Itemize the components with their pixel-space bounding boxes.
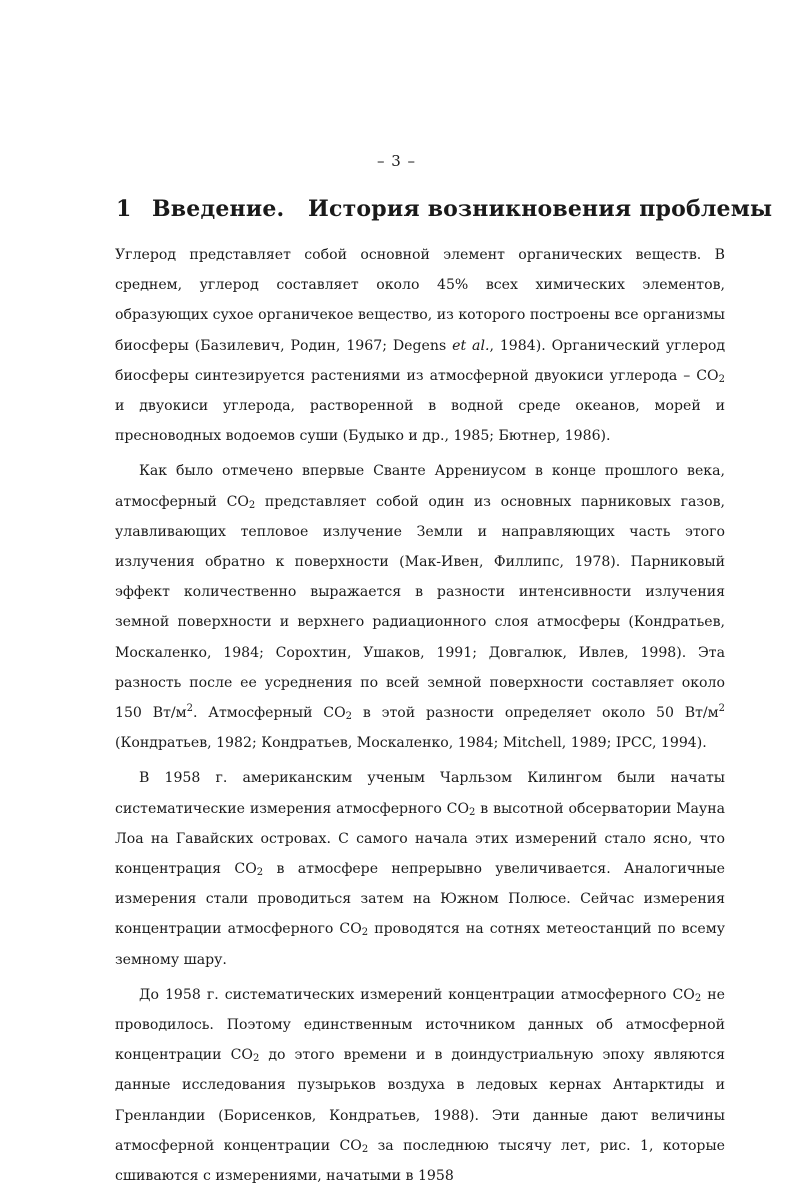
subscript: 2 bbox=[694, 992, 702, 1004]
paragraph-4 bbox=[115, 980, 725, 1191]
text-run: не проводилось. Поэтому единственным источником данных об атмосферной концентрации CO bbox=[115, 986, 725, 1064]
subscript: 2 bbox=[248, 499, 256, 511]
text-run: в этой разности определяет около 50 Вт/м bbox=[352, 705, 719, 722]
text-run: (Кондратьев, 1982; Кондратьев, Москаленко, 1984; Mitchell, 1989; IPCC, 1994). bbox=[115, 735, 707, 752]
text-run: Углерод представляет собой основной элемент органических веществ. В среднем, углерод составляет около 45% всех химических элементов, образующих сухое органичекое вещество, из которого построены все организмы биосферы (Базилевич, Родин, 1967; Degens bbox=[115, 247, 725, 354]
text-run: проводятся на сотнях метеостанций по всему земному шару. bbox=[115, 921, 725, 968]
text-run: . Атмосферный CO bbox=[192, 705, 346, 722]
paragraph-2 bbox=[115, 456, 725, 758]
subscript: 2 bbox=[361, 1143, 369, 1155]
text-run: в высотной обсерватории Мауна Лоа на Гавайских островах. С самого начала этих измерений стало ясно, что концентрация CO bbox=[115, 800, 725, 878]
text-run: До 1958 г. систематических измерений концентрации атмосферного CO bbox=[139, 986, 695, 1003]
paragraph-3 bbox=[115, 763, 725, 974]
subscript: 2 bbox=[252, 1053, 260, 1065]
section-title: Введение. История возникновения проблемы bbox=[152, 196, 773, 222]
text-run-italic: et al. bbox=[452, 337, 490, 354]
body-text bbox=[115, 240, 725, 1191]
section-heading bbox=[116, 196, 773, 222]
text-run: Как было отмечено впервые Сванте Аррениусом в конце прошлого века, атмосферный CO bbox=[115, 463, 725, 510]
subscript: 2 bbox=[256, 867, 264, 879]
subscript: 2 bbox=[718, 373, 725, 385]
subscript: 2 bbox=[345, 711, 353, 723]
text-run: представляет собой один из основных парниковых газов, улавливающих тепловое излучение Земли и направляющих часть этого излучения обратно к поверхности (Мак-Ивен, Филлипс, 1978). Парниковый эффект количественно выражается в разности интенсивности излучения земной поверхности и верхнего радиационного слоя атмосферы (Кондратьев, Москаленко, 1984; Сорохтин, Ушаков, 1991; Довгалюк, Ивлев, 1998). Эта разность после ее усреднения по всей земной поверхности составляет около 150 Вт/м bbox=[115, 493, 725, 722]
text-run: и двуокиси углерода, растворенной в водной среде океанов, морей и пресноводных водоемов суши (Будыко и др., 1985; Бютнер, 1986). bbox=[115, 398, 725, 445]
text-run: до этого времени и в доиндустриальную эпоху являются данные исследования пузырьков воздуха в ледовых кернах Антарктиды и Гренландии (Борисенков, Кондратьев, 1988). Эти данные дают величины атмосферной концентрации CO bbox=[115, 1047, 726, 1154]
superscript: 2 bbox=[718, 703, 725, 715]
text-run: в атмосфере непрерывно увеличивается. Аналогичные измерения стали проводиться затем на Южном Полюсе. Сейчас измерения концентрации атмосферного CO bbox=[115, 861, 725, 938]
superscript: 2 bbox=[186, 703, 193, 715]
subscript: 2 bbox=[469, 806, 476, 818]
text-run: за последнюю тысячу лет, рис. 1, которые сшиваются с измерениями, начатыми в 1958 bbox=[115, 1137, 726, 1185]
text-run: В 1958 г. американским ученым Чарльзом Килингом были начаты систематические измерения атмосферного CO bbox=[115, 770, 725, 817]
text-run: , 1984). Органический углерод биосферы синтезируется растениями из атмосферной двуокиси углерода – CO bbox=[115, 337, 726, 384]
section-number: 1 bbox=[116, 196, 132, 222]
paragraph-1 bbox=[115, 240, 725, 451]
page-number: – 3 – bbox=[376, 152, 417, 170]
subscript: 2 bbox=[361, 927, 369, 939]
